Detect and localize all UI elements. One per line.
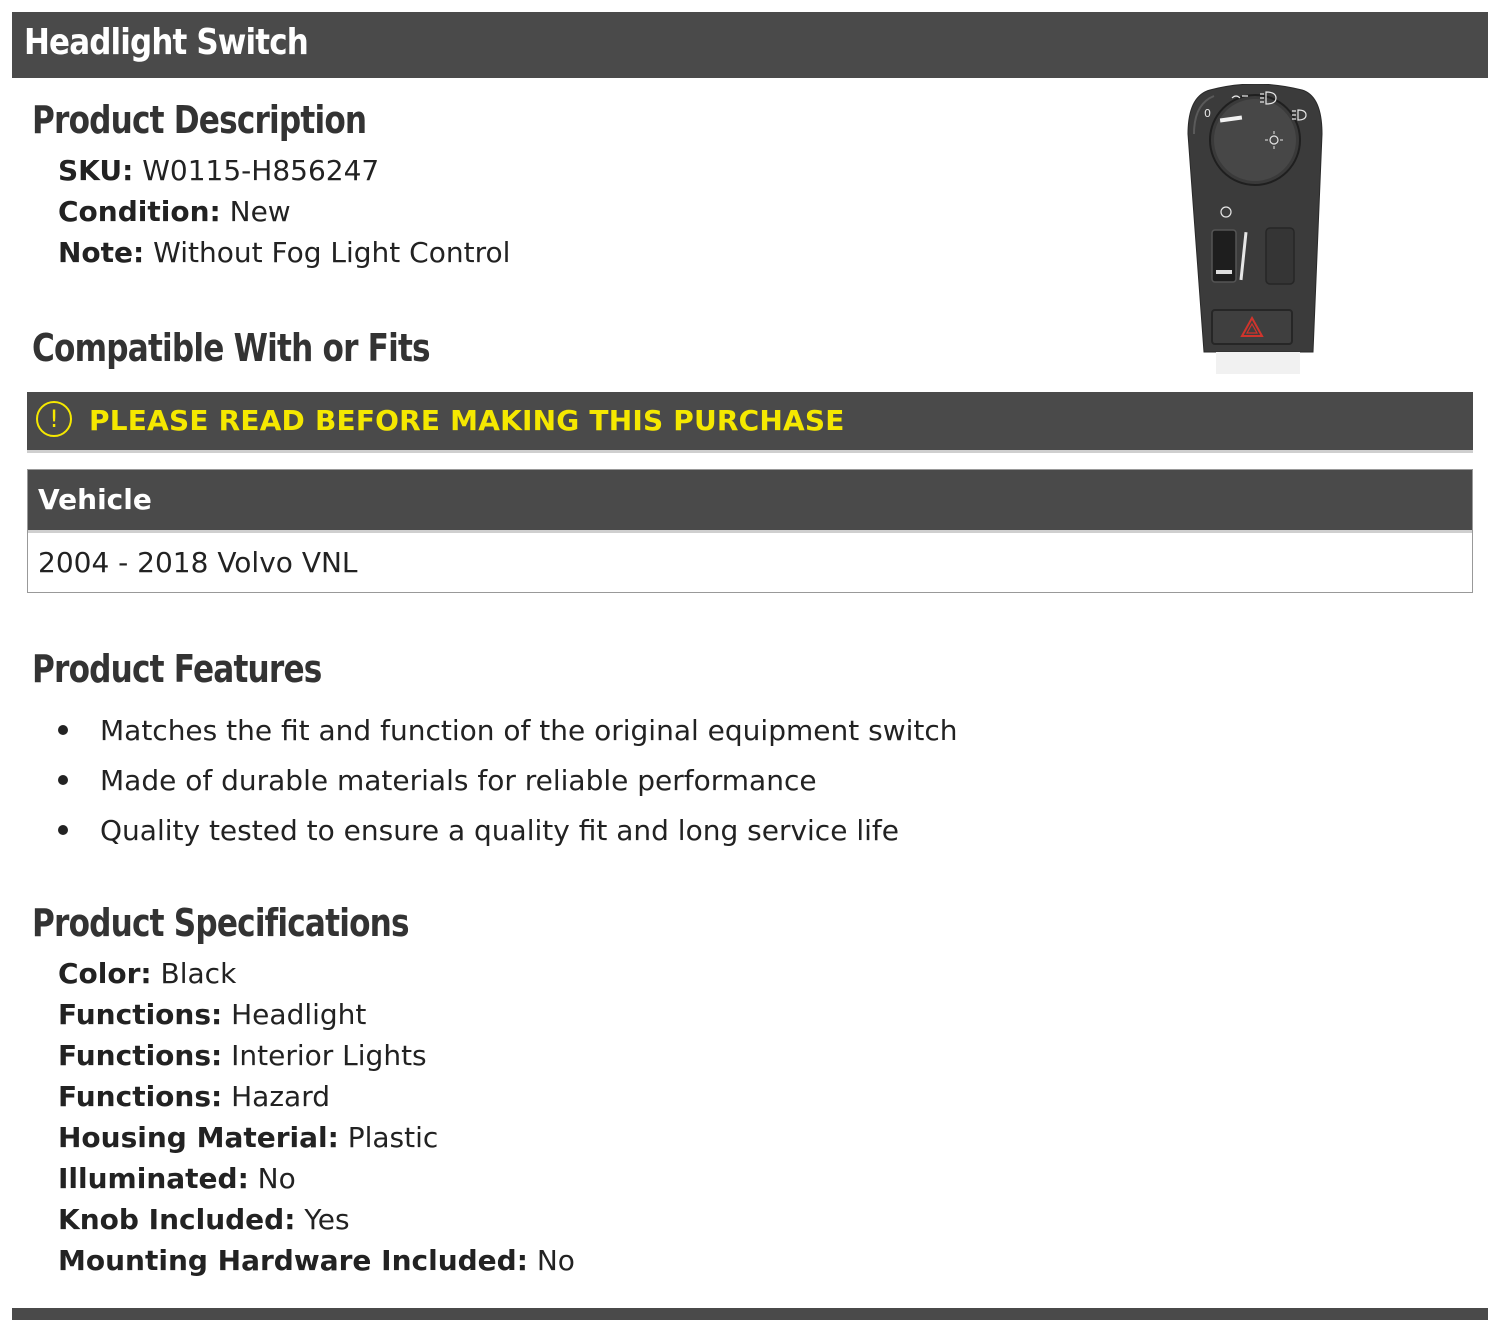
spec-value: No xyxy=(536,1244,575,1277)
spec-value: Plastic xyxy=(347,1121,439,1154)
feature-text: Matches the fit and function of the original equipment switch xyxy=(100,714,958,747)
table-row: 2004 - 2018 Volvo VNL xyxy=(38,546,358,579)
bullet-icon xyxy=(58,825,68,835)
blank-switch xyxy=(1266,228,1294,284)
condition-value: New xyxy=(229,195,291,228)
bullet-icon xyxy=(58,775,68,785)
note-value: Without Fog Light Control xyxy=(153,236,511,269)
spec-row xyxy=(58,1199,350,1240)
bullet-icon xyxy=(58,725,68,735)
spec-label: Knob Included: xyxy=(58,1203,296,1236)
vehicle-column-header: Vehicle xyxy=(28,470,1472,533)
vehicle-table xyxy=(27,469,1473,593)
features-list xyxy=(58,706,958,856)
product-features-heading: Product Features xyxy=(32,647,322,691)
spec-label: Functions: xyxy=(58,1080,223,1113)
spec-value: No xyxy=(257,1162,296,1195)
page-title: Headlight Switch xyxy=(24,22,308,63)
spec-label: Functions: xyxy=(58,1039,223,1072)
spec-row xyxy=(58,1240,575,1281)
knob-off-mark: 0 xyxy=(1204,107,1211,120)
dimmer-wheel xyxy=(1212,230,1236,282)
product-specifications-heading: Product Specifications xyxy=(32,901,409,945)
spec-value: Hazard xyxy=(231,1080,330,1113)
spec-row xyxy=(58,1158,296,1199)
list-item xyxy=(58,706,958,756)
spec-row xyxy=(58,953,236,994)
warning-banner xyxy=(27,392,1473,453)
title-bar xyxy=(12,12,1488,78)
spec-value: Interior Lights xyxy=(231,1039,427,1072)
spec-label: Functions: xyxy=(58,998,223,1031)
note-row xyxy=(58,232,510,273)
spec-label: Color: xyxy=(58,957,152,990)
condition-row xyxy=(58,191,291,232)
spec-label: Mounting Hardware Included: xyxy=(58,1244,528,1277)
spec-row xyxy=(58,994,366,1035)
sku-value: W0115-H856247 xyxy=(142,154,380,187)
spec-row xyxy=(58,1076,330,1117)
spec-row xyxy=(58,1035,427,1076)
feature-text: Made of durable materials for reliable performance xyxy=(100,764,817,797)
spec-value: Headlight xyxy=(231,998,367,1031)
product-description-heading: Product Description xyxy=(32,98,367,142)
condition-label: Condition: xyxy=(58,195,221,228)
compatible-heading: Compatible With or Fits xyxy=(32,326,430,370)
note-label: Note: xyxy=(58,236,145,269)
sku-row xyxy=(58,150,379,191)
spec-value: Yes xyxy=(304,1203,350,1236)
product-image xyxy=(1180,84,1330,380)
list-item xyxy=(58,806,958,856)
spec-label: Housing Material: xyxy=(58,1121,339,1154)
list-item xyxy=(58,756,958,806)
bottom-divider xyxy=(12,1308,1488,1320)
feature-text: Quality tested to ensure a quality fit and long service life xyxy=(100,814,899,847)
warning-text: PLEASE READ BEFORE MAKING THIS PURCHASE xyxy=(89,404,845,437)
switch-connector xyxy=(1216,352,1300,374)
spec-label: Illuminated: xyxy=(58,1162,249,1195)
hazard-button xyxy=(1212,310,1292,344)
exclamation-circle-icon: ! xyxy=(36,401,72,437)
sku-label: SKU: xyxy=(58,154,134,187)
spec-value: Black xyxy=(160,957,237,990)
spec-row xyxy=(58,1117,438,1158)
